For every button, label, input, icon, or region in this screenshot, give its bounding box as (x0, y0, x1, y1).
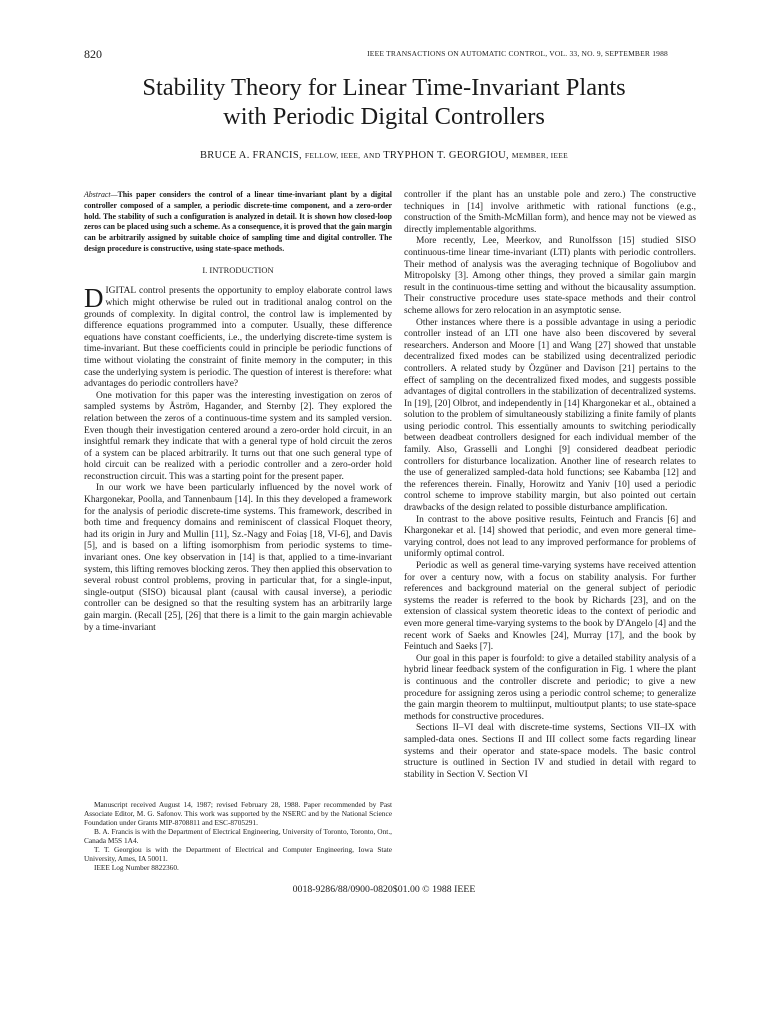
intro-paragraph-2: One motivation for this paper was the interesting investigation on zeros of sampled systems by Åström, Hagander, and Sternby [2]. They explored the relation between the zeros of a continuous-time system and its sampled version. Even though their investigation centered around a zero-order hold circuit, in an insightful remark they indicate that with a general type of hold circuit the zeros of a system can be placed arbitrarily. It turns out that one such general type of hold circuit can be realized with a periodic controller and a zero-order hold reconstruction circuit. This was a starting point for the present paper. (84, 390, 392, 482)
paper-title (60, 73, 708, 131)
section-heading-introduction: I. INTRODUCTION (202, 264, 274, 275)
intro-paragraph-1 (84, 283, 392, 390)
copyright-line: 0018-9286/88/0900-0820$01.00 © 1988 IEEE (292, 884, 476, 895)
intro-paragraph-3: In our work we have been particularly influenced by the novel work of Khargonekar, Poolla, and Tannenbaum [14]. In this they developed a framework for the analysis of periodic discrete-time systems. This framework, described in both time and frequency domains and reminiscent of classical Floquet theory, had its origin in Jury and Mullin [11], Sz.-Nagy and Foiaş [18, VI-6], and Davis [5], and is based on a lifting isomorphism from periodic systems to time-invariant ones. One key observation in [14] is that, applied to a time-invariant system, this lifting removes blocking zeros. They then applied this observation to several robust control problems, proving in particular that, for a single-input, single-output (SISO) bicausal plant (causal with causal inverse), a periodic controller can be designed so that the resulting system has an arbitrarily large gain margin. (Recall [25], [26] that there is a limit to the gain margin achievable by a time-invariant (84, 483, 392, 633)
footnote-manuscript: Manuscript received August 14, 1987; revised February 28, 1988. Paper recommended by Past Associate Editor, M. G. Safonov. This work was supported by the NSERC and by the National Science Foundation under Grants MIP-8708811 and ESC-8705291. (84, 800, 392, 827)
author-1: BRUCE A. FRANCIS, (199, 150, 302, 161)
footnote-author-2: T. T. Georgiou is with the Department of Electrical and Computer Engineering, Iowa State University, Ames, IA 50011. (84, 845, 392, 863)
author-2: TRYPHON T. GEORGIOU, (383, 150, 509, 161)
right-column (404, 190, 696, 781)
footnote-log-number: IEEE Log Number 8822360. (94, 863, 179, 872)
abstract (84, 190, 392, 255)
intro-paragraph-1-text: IGITAL control presents the opportunity to employ elaborate control laws which might otherwise be ruled out in traditional analog control on the grounds of complexity. In digital control, the control law is implemented by difference equations programmed into a computer. Usually, these difference equations have constant coefficients, i.e., the underlying discrete-time system is time-invariant. But these coefficients could in principle be periodic functions of time without violating the constraint of finite memory in the computer; in this case the underlying system is periodic. The question of interest is therefore: what advantages do periodic controllers have? (84, 286, 392, 390)
drop-cap: D (84, 283, 104, 314)
abstract-text: This paper considers the control of a linear time-invariant plant by a digital controller composed of a sampler, a periodic discrete-time component, and a zero-order hold. The stability of such a configuration is analyzed in detail. It is shown how closed-loop zeros can be placed using such a scheme. As a consequence, it is proved that the gain margin can be arbitrarily assigned by suitable choice of sampling time and digital controller. The design procedure is constructive, using state-space methods. (84, 190, 392, 253)
page-number: 820 (84, 47, 102, 61)
footnotes (84, 800, 392, 872)
author-conj: AND (363, 151, 381, 160)
author-2-grade: MEMBER, IEEE (511, 151, 569, 160)
right-paragraph-3: In contrast to the above positive results, Feintuch and Francis [6] and Khargonekar et al. [14] showed that periodic, and even more general time-varying control, does not lead to any improved performance for problems of uniformly optimal control. (404, 514, 696, 560)
right-paragraph-5: Our goal in this paper is fourfold: to give a detailed stability analysis of a hybrid linear feedback system of the configuration in Fig. 1 where the plant is continuous and the controller discrete and periodic; to give a new procedure for assigning zeros using a periodic control scheme; to generalize the gain margin theorem to multiinput, multioutput plants; to use state-space methods for constructive procedures. (404, 653, 696, 722)
right-paragraph-1: More recently, Lee, Meerkov, and Runolfsson [15] studied SISO continuous-time linear time-invariant (LTI) plants with periodic controllers. Their method of analysis was the averaging technique of Bogoliubov and Mitropolsky [3]. Among other things, they proved a similar gain margin result in the continuous-time setting and without the bicausality assumption. Their constructive procedure uses state-space methods and their control scheme allows for zero relocation in an asymptotic sense. (404, 236, 696, 316)
right-paragraph-4: Periodic as well as general time-varying systems have received attention for over a century now, with a focus on stability analysis. For further references and background material on the general subject of periodic systems the reader is referred to the book by Richards [23], and on the extension of classical system theoretic ideas to the context of periodic and even more general time-varying systems to the book by D'Angelo [4] and the recent work of Saeks and Knowles [24], Murray [17], and the book by Feintuch and Saeks [7]. (404, 561, 696, 653)
right-paragraph-2: Other instances where there is a possible advantage in using a periodic controller instead of an LTI one have also been discovered by several researchers. Anderson and Moore [1] and Wang [27] showed that unstable decentralized fixed modes can be stabilized using decentralized periodic controllers. A related study by Özgüner and Davison [21] pertains to the effect of sampling on the decentralized fixed modes, and suggests possible advantages of digital controllers in the stabilization of decentralized systems. In [19], [20] Olbrot, and independently in [14] Khargonekar et al., obtained a solution to the problem of simultaneously stabilizing a finite family of plants using periodic control. This essentially amounts to switching periodically between deadbeat controllers designed for each individual member of the family. Also, Grasselli and Longhi [9] considered deadbeat periodic controllers for disturbance localization. Another line of research relates to the use of generalized sampled-data hold functions; see Kabamba [12] and the references therein. Finally, Horowitz and Yaniv [10] used a periodic control scheme to improve stability margin, but also pointed out certain drawbacks of the design related to possible disturbance amplification. (404, 317, 696, 514)
title-line-2: with Periodic Digital Controllers (223, 103, 545, 130)
running-head: IEEE TRANSACTIONS ON AUTOMATIC CONTROL, VOL. 33, NO. 9, SEPTEMBER 1988 (367, 49, 668, 58)
left-column (84, 190, 392, 634)
footnote-author-1: B. A. Francis is with the Department of Electrical Engineering, University of Toronto, Toronto, Ont., Canada M5S 1A4. (84, 827, 392, 845)
right-paragraph-0: controller if the plant has an unstable pole and zero.) The constructive techniques in [14] involve arithmetic with rational functions (e.g., construction of the Smith-McMillan form), and hence may not be viewed as directly implementable algorithms. (404, 190, 696, 235)
right-paragraph-6: Sections II–VI deal with discrete-time systems, Sections VII–IX with sampled-data ones. Sections II and III collect some facts regarding linear systems and their operator and state-space models. The basic control structure is outlined in Section IV and studied in detail with regard to stability in Section V. Section VI (404, 723, 696, 780)
author-1-grade: FELLOW, IEEE, (304, 151, 361, 160)
title-line-1: Stability Theory for Linear Time-Invariant Plants (142, 74, 626, 101)
abstract-lead: Abstract— (84, 190, 118, 199)
author-line (60, 150, 708, 161)
